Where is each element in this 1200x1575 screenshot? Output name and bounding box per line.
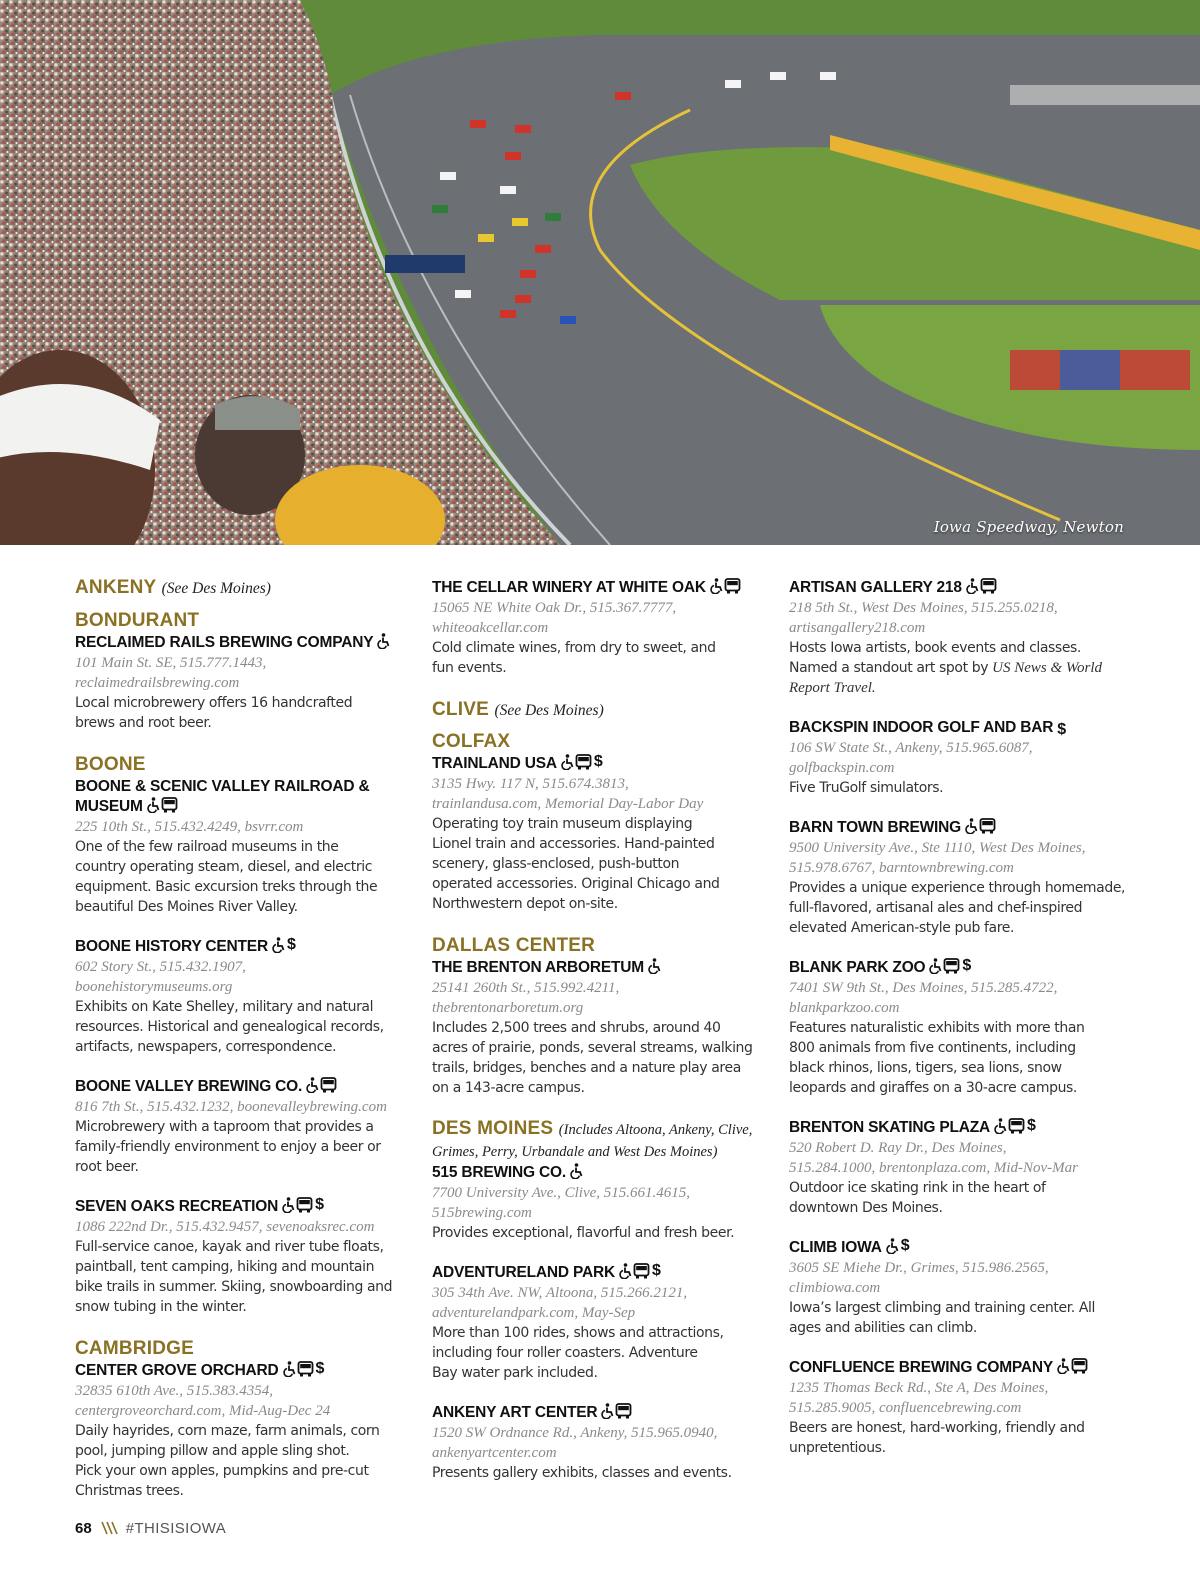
website-link[interactable]: trainlandusa.com, Memorial Day-Labor Day [432, 796, 704, 812]
bus-icon [943, 958, 960, 974]
city-heading-colfax: COLFAX [432, 731, 511, 752]
listing-seven-oaks [75, 1197, 415, 1317]
listing-name [789, 818, 1129, 838]
address-line: 3135 Hwy. 117 N, 515.674.3813, [432, 776, 629, 792]
city-note: (See Des Moines) [494, 702, 604, 719]
listing-trainland-usa [432, 754, 772, 914]
accessible-icon [305, 1077, 319, 1093]
description-line: fun events. [432, 660, 507, 676]
website-link[interactable]: reclaimedrailsbrewing.com [75, 675, 240, 691]
address-line: 305 34th Ave. NW, Altoona, 515.266.2121, [432, 1285, 688, 1301]
listing-name-text: RECLAIMED RAILS BREWING COMPANY [75, 634, 374, 651]
listing-name-text: 515 BREWING CO. [432, 1164, 566, 1181]
description-line: Full-service canoe, kayak and river tube floats, [75, 1239, 384, 1255]
listing-info [789, 838, 1129, 878]
dollar-icon: $ [1027, 1117, 1036, 1134]
page-number: 68 [75, 1519, 92, 1537]
accessible-icon [647, 958, 661, 974]
listing-name [432, 958, 772, 978]
listing-description [432, 638, 772, 678]
description-line: bike trails in summer. Skiing, snowboarding and [75, 1279, 393, 1295]
description-line: snow tubing in the winter. [75, 1299, 247, 1315]
listing-description [432, 1463, 772, 1483]
address-line: 9500 University Ave., Ste 1110, West Des Moines, [789, 840, 1086, 856]
website-link[interactable]: golfbackspin.com [789, 760, 895, 776]
dollar-icon: $ [900, 1237, 910, 1254]
accessible-icon [560, 754, 574, 770]
description-line: Provides exceptional, flavorful and fresh beer. [432, 1225, 735, 1241]
listing-barn-town-brewing [789, 818, 1129, 938]
bus-icon [296, 1197, 313, 1213]
amenity-icons [885, 1238, 910, 1254]
listing-description [75, 997, 415, 1057]
listing-description [75, 1117, 415, 1177]
website-link[interactable]: boonehistorymuseums.org [75, 979, 233, 995]
description-line: Microbrewery with a taproom that provides a [75, 1119, 374, 1135]
description-line: scenery, glass-enclosed, push-button [432, 856, 680, 872]
dollar-icon: $ [286, 936, 296, 953]
address-line: 1520 SW Ordnance Rd., Ankeny, 515.965.0940, [432, 1425, 718, 1441]
bus-icon [1008, 1118, 1025, 1134]
page-footer [75, 1517, 226, 1539]
description-line [789, 658, 1129, 678]
listing-name [75, 1077, 415, 1097]
accessible-icon [1056, 1358, 1070, 1374]
address-line: 816 7th St., 515.432.1232, boonevalleybrewing.com [75, 1099, 387, 1115]
listing-name [789, 578, 1129, 598]
listing-adventureland-park [432, 1263, 772, 1383]
amenity-icons [964, 818, 996, 834]
city-name: ANKENY [75, 577, 157, 598]
amenity-icons [282, 1361, 325, 1377]
description-line: including four roller coasters. Adventure [432, 1345, 698, 1361]
listing-info [432, 774, 772, 814]
dollar-icon: $ [315, 1196, 324, 1213]
listing-backspin-golf [789, 718, 1129, 798]
listing-description [789, 1418, 1129, 1458]
listing-name [789, 958, 1129, 978]
address-line: 106 SW State St., Ankeny, 515.965.6087, [789, 740, 1033, 756]
amenity-icons [376, 633, 390, 649]
listing-name-text: ARTISAN GALLERY 218 [789, 579, 962, 596]
listing-name [432, 754, 772, 774]
listing-description [789, 638, 1129, 698]
description-line: Operating toy train museum displaying [432, 816, 693, 832]
city-heading-cambridge: CAMBRIDGE [75, 1338, 194, 1359]
bus-icon [979, 818, 996, 834]
description-line: acres of prairie, ponds, several streams, walking [432, 1040, 753, 1056]
amenity-icons [281, 1197, 324, 1213]
city-note: (See Des Moines) [161, 580, 271, 597]
bus-icon [320, 1077, 337, 1093]
listing-description [789, 1018, 1129, 1098]
description-line: operated accessories. Original Chicago and [432, 876, 720, 892]
description-line: Features naturalistic exhibits with more than [789, 1020, 1085, 1036]
accessible-icon [965, 578, 979, 594]
listing-name [75, 1361, 415, 1381]
listing-description [432, 1223, 772, 1243]
listing-info [75, 653, 415, 693]
column-3 [789, 576, 1129, 1458]
description-line: More than 100 rides, shows and attractions, [432, 1325, 724, 1341]
city-note: Grimes, Perry, Urbandale and West Des Moines) [432, 1144, 718, 1160]
listing-name-text: THE CELLAR WINERY AT WHITE OAK [432, 579, 706, 596]
listing-description [789, 878, 1129, 938]
website-link[interactable]: blankparkzoo.com [789, 1000, 900, 1016]
publication-name: Report Travel. [789, 680, 876, 696]
description-line: elevated American-style pub fare. [789, 920, 1015, 936]
dollar-icon: $ [593, 753, 603, 770]
city-note: (Includes Altoona, Ankeny, Clive, [558, 1122, 753, 1138]
description-line: Provides a unique experience through homemade, [789, 880, 1126, 896]
listing-boone-scenic-valley [75, 777, 415, 917]
dollar-icon: $ [651, 1262, 661, 1279]
amenity-icons [569, 1163, 583, 1179]
listing-reclaimed-rails [75, 633, 415, 733]
description-line: resources. Historical and genealogical records, [75, 1019, 384, 1035]
city-name: CLIVE [432, 699, 489, 720]
listing-description [789, 1178, 1129, 1218]
city-heading-ankeny [75, 576, 415, 601]
listing-name [75, 633, 415, 653]
website-link[interactable]: artisangallery218.com [789, 620, 926, 636]
city-heading-boone: BOONE [75, 754, 146, 775]
listing-description [789, 1298, 1129, 1338]
listing-name-text: BOONE HISTORY CENTER [75, 938, 268, 955]
bus-icon [297, 1361, 314, 1377]
amenity-icons [600, 1403, 632, 1419]
listing-name [432, 1163, 772, 1183]
speedway-photo [0, 0, 1200, 545]
website-link[interactable]: whiteoakcellar.com [432, 620, 549, 636]
description-line: Presents gallery exhibits, classes and events. [432, 1465, 732, 1481]
amenity-icons [709, 578, 741, 594]
description-line: Iowa’s largest climbing and training center. All [789, 1300, 1096, 1316]
description-line: on a 143-acre campus. [432, 1080, 585, 1096]
listing-name [432, 1403, 772, 1423]
listing-description [75, 1421, 415, 1501]
website-link[interactable]: thebrentonarboretum.org [432, 1000, 584, 1016]
description-line: leopards and giraffes on a 30-acre campus. [789, 1080, 1077, 1096]
description-line: family-friendly environment to enjoy a beer or [75, 1139, 381, 1155]
listing-artisan-gallery [789, 578, 1129, 698]
address-line: 15065 NE White Oak Dr., 515.367.7777, [432, 600, 677, 616]
description-line: Beers are honest, hard-working, friendly and [789, 1420, 1085, 1436]
description-text: Named a standout art spot by [789, 660, 993, 676]
listing-name [432, 1263, 772, 1283]
description-line: Christmas trees. [75, 1483, 184, 1499]
website-link[interactable]: 515.284.1000, brentonplaza.com, Mid-Nov-Mar [789, 1160, 1078, 1176]
accessible-icon [993, 1118, 1007, 1134]
website-link[interactable]: climbiowa.com [789, 1280, 881, 1296]
description-line: Local microbrewery offers 16 handcrafted [75, 695, 353, 711]
description-line: trails, bridges, benches and a nature play area [432, 1060, 741, 1076]
accessible-icon [282, 1361, 296, 1377]
listing-name [75, 937, 415, 957]
address-line: 32835 610th Ave., 515.383.4354, [75, 1383, 274, 1399]
listing-info [432, 1283, 772, 1323]
listing-515-brewing [432, 1163, 772, 1243]
amenity-icons [928, 958, 971, 974]
accessible-icon [376, 633, 390, 649]
description-line: unpretentious. [789, 1440, 886, 1456]
address-line: 7700 University Ave., Clive, 515.661.4615, [432, 1185, 691, 1201]
photo-caption: Iowa Speedway, Newton [933, 518, 1124, 536]
listing-info [75, 1381, 415, 1421]
listing-name-text: BARN TOWN BREWING [789, 819, 961, 836]
listing-name [789, 1238, 1129, 1258]
description-line: country operating steam, diesel, and electric [75, 859, 373, 875]
accessible-icon [964, 818, 978, 834]
description-line: root beer. [75, 1159, 139, 1175]
description-line: One of the few railroad museums in the [75, 839, 339, 855]
accessible-icon [885, 1238, 899, 1254]
accessible-icon [709, 578, 723, 594]
description-line: black rhinos, lions, tigers, sea lions, snow [789, 1060, 1062, 1076]
listing-info [789, 1258, 1129, 1298]
listing-boone-history-center [75, 937, 415, 1057]
bus-icon [161, 797, 178, 813]
triple-slash-icon [100, 1520, 118, 1536]
description-line: Exhibits on Kate Shelley, military and natural [75, 999, 374, 1015]
address-line: 1086 222nd Dr., 515.432.9457, sevenoaksrec.com [75, 1219, 375, 1235]
accessible-icon [281, 1197, 295, 1213]
listing-name-text: BACKSPIN INDOOR GOLF AND BAR [789, 719, 1054, 736]
website-link[interactable]: centergroveorchard.com, Mid-Aug-Dec 24 [75, 1403, 331, 1419]
description-line [789, 678, 1129, 698]
listing-description [432, 814, 772, 914]
listing-name-text: TRAINLAND USA [432, 755, 557, 772]
speedway-photo-illustration [0, 0, 1200, 545]
listing-name-text: CLIMB IOWA [789, 1239, 882, 1256]
amenity-icons [965, 578, 997, 594]
city-heading-clive [432, 698, 772, 723]
accessible-icon [569, 1163, 583, 1179]
listing-name-text: ADVENTURELAND PARK [432, 1264, 615, 1281]
description-line: downtown Des Moines. [789, 1200, 943, 1216]
listing-info [789, 738, 1129, 778]
description-line: pool, jumping pillow and apple sling shot. [75, 1443, 350, 1459]
address-line: 225 10th St., 515.432.4249, bsvrr.com [75, 819, 304, 835]
listing-name-text: BRENTON SKATING PLAZA [789, 1119, 991, 1136]
description-line: Northwestern depot on-site. [432, 896, 618, 912]
listing-boone-valley-brewing [75, 1077, 415, 1177]
listing-info [432, 1183, 772, 1223]
accessible-icon [146, 797, 160, 813]
address-line: 25141 260th St., 515.992.4211, [432, 980, 620, 996]
description-line: Outdoor ice skating rink in the heart of [789, 1180, 1046, 1196]
description-line: Includes 2,500 trees and shrubs, around 40 [432, 1020, 721, 1036]
listing-info [789, 1138, 1129, 1178]
listing-name-text: CONFLUENCE BREWING COMPANY [789, 1359, 1054, 1376]
column-1 [75, 576, 415, 1501]
description-line: equipment. Basic excursion treks through the [75, 879, 378, 895]
listing-name [75, 777, 415, 817]
amenity-icons [560, 754, 603, 770]
hashtag[interactable]: #THISISIOWA [125, 1519, 227, 1537]
listing-name [789, 718, 1129, 738]
city-name: DES MOINES [432, 1118, 554, 1139]
listing-info [789, 1378, 1129, 1418]
listing-info [75, 1097, 415, 1117]
listing-description [432, 1323, 772, 1383]
amenity-icons [993, 1118, 1036, 1134]
description-line: Pick your own apples, pumpkins and pre-cut [75, 1463, 369, 1479]
listing-info [432, 1423, 772, 1463]
listing-brenton-skating-plaza [789, 1118, 1129, 1218]
address-line: 3605 SE Miehe Dr., Grimes, 515.986.2565, [789, 1260, 1049, 1276]
amenity-icons [146, 797, 178, 813]
listing-blank-park-zoo [789, 958, 1129, 1098]
listing-name-text: ANKENY ART CENTER [432, 1404, 598, 1421]
description-line: Lionel train and accessories. Hand-painted [432, 836, 715, 852]
description-line: paintball, tent camping, hiking and mountain [75, 1259, 375, 1275]
city-heading-bondurant: BONDURANT [75, 610, 200, 631]
description-line: brews and root beer. [75, 715, 212, 731]
accessible-icon [928, 958, 942, 974]
listing-info [75, 957, 415, 997]
listing-info [789, 978, 1129, 1018]
listing-description [75, 693, 415, 733]
bus-icon [633, 1263, 650, 1279]
dollar-icon: $ [962, 957, 972, 974]
description-line: Daily hayrides, corn maze, farm animals, corn [75, 1423, 380, 1439]
amenity-icons [1056, 722, 1066, 738]
address-line: 602 Story St., 515.432.1907, [75, 959, 246, 975]
listing-name [75, 1197, 415, 1217]
listing-name [789, 1358, 1129, 1378]
listing-name-text: BOONE & SCENIC VALLEY RAILROAD & [75, 778, 370, 795]
listing-name-text: BLANK PARK ZOO [789, 959, 926, 976]
listing-confluence-brewing [789, 1358, 1129, 1458]
listing-info [432, 598, 772, 638]
listing-name [789, 1118, 1129, 1138]
description-line: Five TruGolf simulators. [789, 780, 944, 796]
address-line: 101 Main St. SE, 515.777.1443, [75, 655, 267, 671]
listing-name-text: BOONE VALLEY BREWING CO. [75, 1078, 303, 1095]
listing-description [432, 1018, 772, 1098]
listing-info [432, 978, 772, 1018]
description-line: ages and abilities can climb. [789, 1320, 977, 1336]
description-line: full-flavored, artisanal ales and chef-inspired [789, 900, 1083, 916]
website-link[interactable]: 515.978.6767, barntownbrewing.com [789, 860, 1014, 876]
listing-description [75, 837, 415, 917]
listing-description [75, 1237, 415, 1317]
description-line: beautiful Des Moines River Valley. [75, 899, 298, 915]
bus-icon [615, 1403, 632, 1419]
bus-icon [1071, 1358, 1088, 1374]
listing-climb-iowa [789, 1238, 1129, 1338]
listing-info [75, 1217, 415, 1237]
listing-cellar-winery [432, 578, 772, 678]
listing-description [789, 778, 1129, 798]
bus-icon [724, 578, 741, 594]
accessible-icon [618, 1263, 632, 1279]
listing-center-grove-orchard [75, 1361, 415, 1501]
listing-info [75, 817, 415, 837]
address-line: 520 Robert D. Ray Dr., Des Moines, [789, 1140, 1007, 1156]
listing-name-text: CENTER GROVE ORCHARD [75, 1362, 279, 1379]
amenity-icons [618, 1263, 661, 1279]
description-line: 800 animals from five continents, including [789, 1040, 1076, 1056]
listing-ankeny-art-center [432, 1403, 772, 1483]
bus-icon [575, 754, 592, 770]
listing-brenton-arboretum [432, 958, 772, 1098]
description-line: artifacts, newspapers, correspondence. [75, 1039, 337, 1055]
description-line: Hosts Iowa artists, book events and classes. [789, 640, 1081, 656]
address-line: 218 5th St., West Des Moines, 515.255.0218, [789, 600, 1058, 616]
dollar-icon: $ [315, 1360, 325, 1377]
website-link[interactable]: adventurelandpark.com, May-Sep [432, 1305, 636, 1321]
address-line: 1235 Thomas Beck Rd., Ste A, Des Moines, [789, 1380, 1049, 1396]
website-link[interactable]: 515brewing.com [432, 1205, 532, 1221]
city-heading-des-moines [432, 1118, 772, 1163]
description-line: Bay water park included. [432, 1365, 598, 1381]
city-heading-dallas-center: DALLAS CENTER [432, 935, 596, 956]
amenity-icons [1056, 1358, 1088, 1374]
accessible-icon [271, 937, 285, 953]
website-link[interactable]: ankenyartcenter.com [432, 1445, 557, 1461]
bus-icon [980, 578, 997, 594]
column-2 [432, 576, 772, 1483]
listing-info [789, 598, 1129, 638]
listing-name-text: SEVEN OAKS RECREATION [75, 1198, 279, 1215]
accessible-icon [600, 1403, 614, 1419]
amenity-icons [271, 937, 296, 953]
website-link[interactable]: 515.285.9005, confluencebrewing.com [789, 1400, 1022, 1416]
description-line: Cold climate wines, from dry to sweet, and [432, 640, 716, 656]
amenity-icons [305, 1077, 337, 1093]
listing-name-text: THE BRENTON ARBORETUM [432, 959, 644, 976]
dollar-icon: $ [1057, 721, 1066, 738]
listing-name [432, 578, 772, 598]
address-line: 7401 SW 9th St., Des Moines, 515.285.4722, [789, 980, 1058, 996]
publication-name: US News & World [992, 660, 1103, 676]
amenity-icons [647, 958, 661, 974]
listing-name-text: MUSEUM [75, 798, 143, 815]
